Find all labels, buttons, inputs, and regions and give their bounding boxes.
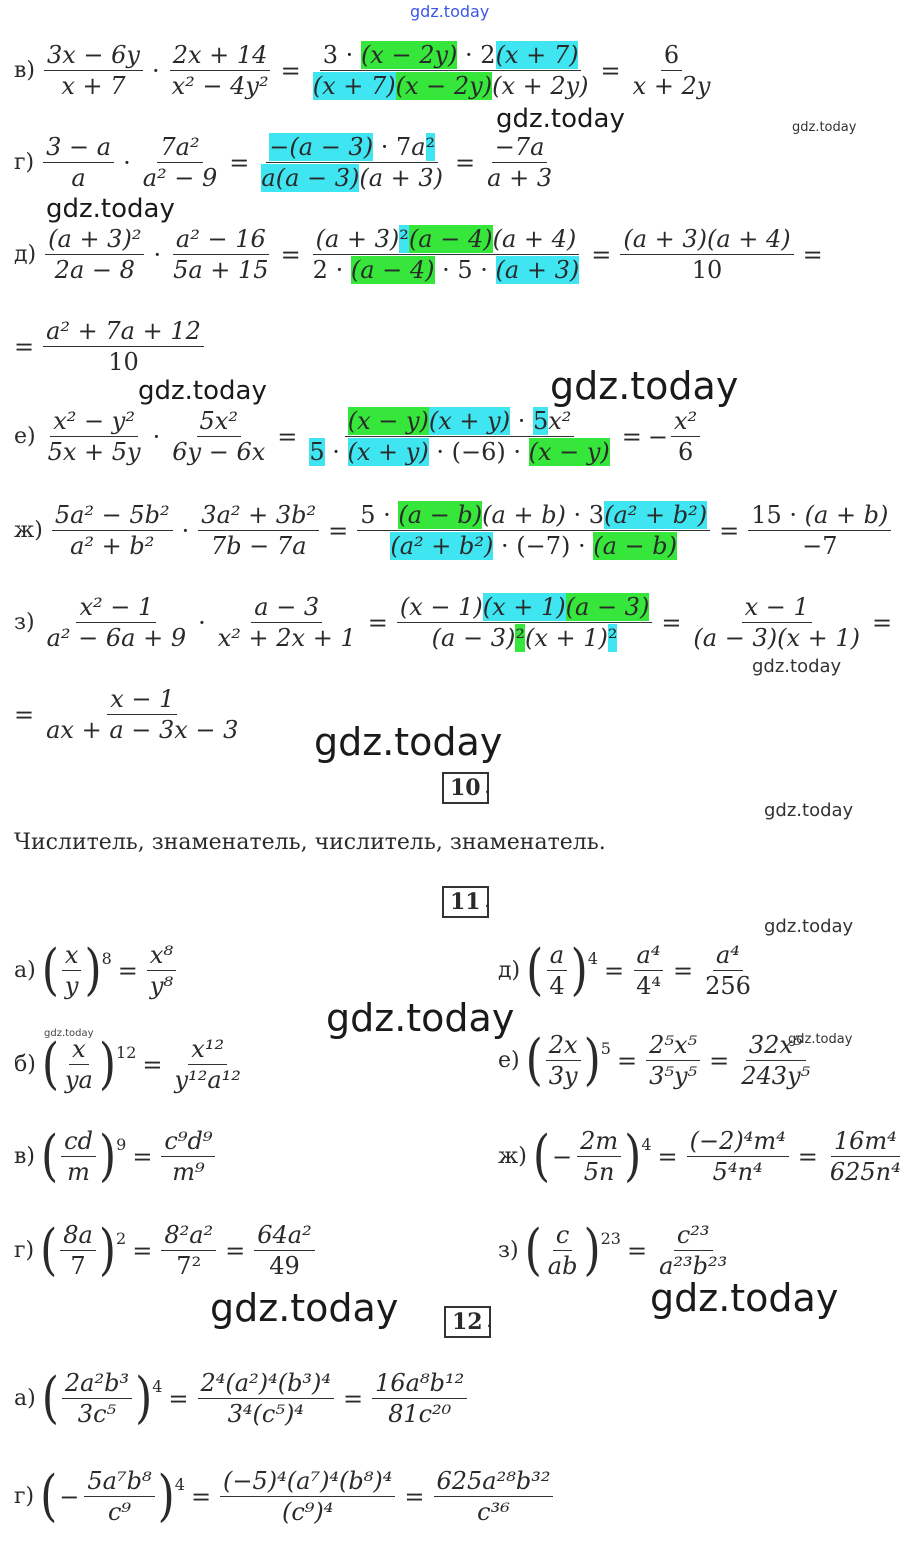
equation-11v: в) ( $\frac{cd}{m}$ ) 9 = $\frac{\text{c⁹d⁹}}{\text{m⁹}}$	[14, 1126, 218, 1187]
equation-zh: ж) $\frac{\text{5a² − 5b²}}{\text{a² + b²}}$ · $\frac{\text{3a² + 3b²}}{7b - 7a}$ = $\frac{\text{5 · (a − b)(a + b) · 3(a² + b²)}}{\text{(a² + b²) · (−7) · (a − b)}}$ = $\frac{15 \cdot (a + b)}{-7}$	[14, 500, 894, 561]
equation-e: е) $\frac{\text{x² − y²}}{5x + 5y}$ · $\frac{\text{5x²}}{6y - 6x}$ = $\frac{\text{(x − y)(x + y) · 5x²}}{5 \cdot (x + y) \cdot (-6) \cdot (x - y)}$ = − $\frac{\text{x²}}{6}$	[14, 406, 703, 467]
watermark: gdz.today	[46, 194, 175, 224]
watermark: gdz.today	[210, 1286, 399, 1330]
problem-10-dot: .	[484, 774, 491, 799]
problem-10-number: 10	[442, 772, 489, 804]
watermark: gdz.today	[496, 104, 625, 134]
watermark: gdz.today	[788, 1032, 853, 1047]
equation-11zh: ж) ( − $\frac{2m}{5n}$ ) 4 = $\frac{\text{(−2)⁴m⁴}}{\text{5⁴n⁴}}$ = $\frac{\text{16m⁴}}{\text{625n⁴}}$	[498, 1124, 901, 1188]
watermark: gdz.today	[138, 376, 267, 406]
watermark: gdz.today	[650, 1276, 839, 1320]
watermark: gdz.today	[752, 656, 842, 677]
watermark-top: gdz.today	[410, 2, 490, 21]
equation-g: г) $\frac{3 - a}{a}$ · $\frac{\text{7a²}}{\text{a² − 9}}$ = $\frac{\text{−(a − 3) · 7a²}}{a(a - 3)(a + 3)}$ = $\frac{-7a}{a + 3}$	[14, 133, 553, 192]
watermark: gdz.today	[764, 916, 854, 937]
equation-11g: г) ( $\frac{8a}{7}$ ) 2 = $\frac{\text{8²a²}}{\text{7²}}$ = $\frac{\text{64a²}}{49}$	[14, 1220, 318, 1281]
problem-11-number: 11	[442, 886, 489, 918]
equation-11e: е) ( $\frac{2x}{3y}$ ) 5 = $\frac{\text{2⁵x⁵}}{\text{3⁵y⁵}}$ = $\frac{\text{32x⁵}}{\text{243y⁵}}$	[498, 1028, 811, 1092]
equation-z: з) $\frac{\text{x² − 1}}{\text{a² − 6a + 9}}$ · $\frac{a - 3}{\text{x² + 2x + 1}}$ = $\frac{(x - 1)(x + 1)(a - 3)}{\text{(a − 3)²(x + 1)²}}$ = $\frac{x - 1}{(a - 3)(x + 1)}$ =	[14, 593, 893, 652]
watermark: gdz.today	[550, 364, 739, 408]
equation-11z: з) ( $\frac{c}{ab}$ ) 23 = $\frac{\text{c²³}}{\text{a²³b²³}}$	[498, 1218, 728, 1282]
equation-d: д) $\frac{\text{(a + 3)²}}{2a - 8}$ · $\frac{\text{a² − 16}}{5a + 15}$ = $\frac{\text{(a + 3)²(a − 4)(a + 4)}}{2 \cdot (a - 4) \cdot 5 \cdot (a + 3)}$ = $\frac{(a + 3)(a + 4)}{10}$ =	[14, 225, 823, 284]
equation-d-cont: = $\frac{\text{a² + 7a + 12}}{10}$	[14, 316, 207, 377]
problem-10-answer: Числитель, знаменатель, числитель, знаменатель.	[14, 830, 606, 855]
equation-11d: д) ( $\frac{a}{4}$ ) 4 = $\frac{\text{a⁴}}{\text{4⁴}}$ = $\frac{\text{a⁴}}{256}$	[498, 938, 751, 1002]
watermark: gdz.today	[792, 120, 857, 135]
problem-12-number: 12	[444, 1306, 491, 1338]
equation-v: в) $\frac{3x - 6y}{x + 7}$ · $\frac{2x + 14}{\text{x² − 4y²}}$ = $\frac{3 \cdot (x - 2y) \cdot 2(x + 7)}{(x + 7)(x - 2y)(x + 2y)}$ = $\frac{6}{x + 2y}$	[14, 41, 711, 100]
equation-11b: б) ( $\frac{x}{ya}$ ) 12 = $\frac{\text{x¹²}}{\text{y¹²a¹²}}$	[14, 1032, 241, 1096]
watermark: gdz.today	[764, 800, 854, 821]
equation-12g: г) ( − $\frac{\text{5a⁷b⁸}}{\text{c⁹}}$ ) 4 = $\frac{\text{(−5)⁴(a⁷)⁴(b⁸)⁴}}{\text{(c⁹)⁴}}$ = $\frac{\text{625a²⁸b³²}}{\text{c³⁶}}$	[14, 1466, 556, 1527]
equation-z-cont: = $\frac{x - 1}{ax + a - 3x - 3}$	[14, 685, 239, 744]
watermark: gdz.today	[326, 996, 515, 1040]
watermark: gdz.today	[314, 720, 503, 764]
equation-12a: а) ( $\frac{\text{2a²b³}}{\text{3c⁵}}$ ) 4 = $\frac{\text{2⁴(a²)⁴(b³)⁴}}{\text{3⁴(c⁵)⁴}}$ = $\frac{\text{16a⁸b¹²}}{\text{81c²⁰}}$	[14, 1368, 470, 1429]
problem-11-dot: .	[484, 888, 491, 913]
problem-12-dot: .	[486, 1308, 493, 1333]
watermark: gdz.today	[44, 1028, 94, 1039]
equation-11a: а) ( $\frac{x}{y}$ ) 8 = $\frac{\text{x⁸}}{\text{y⁸}}$	[14, 940, 179, 1001]
